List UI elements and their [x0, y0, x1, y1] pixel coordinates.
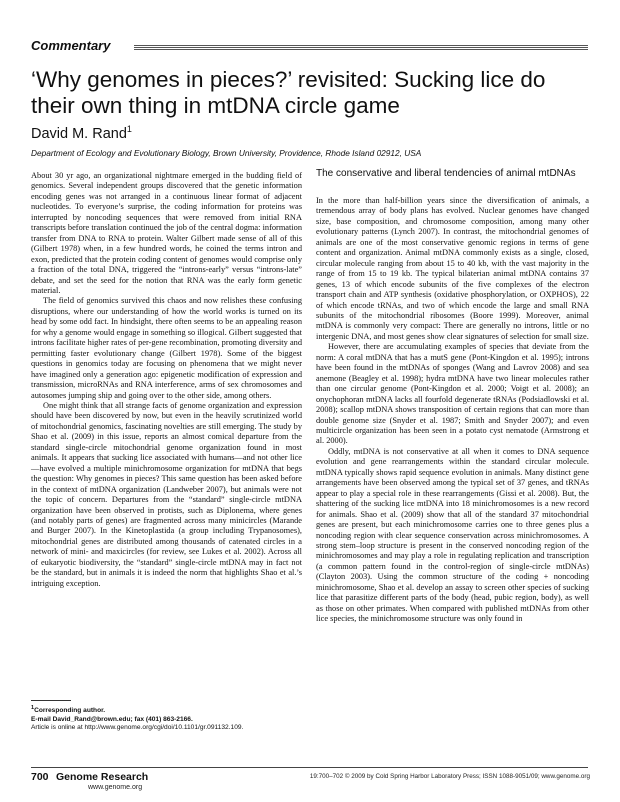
author-affiliation: Department of Ecology and Evolutionary Biology, Brown University, Providence, Rhode Island 02912, USA: [31, 148, 422, 158]
section-label: Commentary: [31, 38, 111, 53]
footnote-rule: [31, 700, 71, 701]
right-column: [316, 196, 589, 625]
author-footnote-mark: 1: [126, 124, 132, 134]
paragraph: Oddly, mtDNA is not conservative at all when it comes to DNA sequence evolution and gene rearrangements within the standard circular molecule. mtDNA typically shows rapid sequence evolution in animals. Many distinct gene arrangements have been observed among the typical set of 37 genes, and tRNAs appear to play a special role in these rearrangements (Gissi et al. 2008). But, the shattering of the sucking lice mtDNA into 18 minichromosomes is a new record for animals. Shao et al. (2009) show that all of the standard 37 mitochondrial genes are present, but each minichromosome carries one to three genes plus a noncoding region with clear sequence conservation across minichromosomes. A strong stem–loop structure is present in the conserved noncoding region of the minichromosomes and may play a role in regulating replication and transcription (a common pattern found in the control-region of single-circle mtDNAs) (Clayton 2003). Using the common structure of the coding + noncoding minichromosome, Shao et al. develop an assay to screen other species of sucking lice that parasitize different parts of the body (head, pubic region, body), as well as those on other primates. When compared with published mtDNAs from other lice species, the minichromosome structure was only found in: [316, 446, 589, 624]
section-heading: The conservative and liberal tendencies of animal mtDNAs: [316, 168, 576, 179]
corresponding-mark: 1: [31, 705, 35, 711]
page-number: 700: [31, 771, 49, 783]
corresponding-label: Corresponding author.: [34, 707, 106, 715]
journal-website: www.genome.org: [88, 784, 143, 791]
copyright-line: 19:700–702 © 2009 by Cold Spring Harbor Laboratory Press; ISSN 1088-9051/09; www.genome.org: [309, 773, 590, 780]
journal-name: Genome Research: [56, 771, 149, 783]
paragraph: About 30 yr ago, an organizational nightmare emerged in the budding field of genomics. Several independent groups discovered that the genetic information encoding genes was not arranged in a continuous linear format of adjacent nucleotides. To everyone’s surprise, the coding information for proteins was interrupted by noncoding sequences that were removed from initial RNA transcripts before translation continued the job of the central dogma: information transfer from DNA to RNA to protein. Walter Gilbert made sense of all of this (Gilbert 1978) when, in a few hundred words, he coined the terms intron and exon, predicted that the protein coding content of genomes would comprise only a fraction of the total DNA, triggered the “introns-early” versus “introns-late” debate, and set the seed for the notion that RNA was the early form genetic material.: [31, 171, 302, 295]
author-name: David M. Rand: [31, 125, 127, 142]
article-title: ‘Why genomes in pieces?’ revisited: Sucking lice do their own thing in mtDNA circle game: [31, 67, 546, 118]
paragraph: One might think that all strange facts of genome organization and expression should have been discovered by now, but even in the heavily scrutinized world of mitochondrial genomics, fascinating novelties are still emerging. The study by Shao et al. (2009) in this issue, reports an almost comical departure from the standard single-circle mitochondrial genome organization found in most animals. It appears that sucking lice associated with humans—and not other lice—have evolved a multiple minichromosome organization for mtDNA that begs the question: Why genomes in pieces? This same question has been asked before in the context of mtDNA organization (Landweber 2007), but animals were not the topic of concern. Departures from the “standard” single-circle mtDNA organization have been observed in protists, such as Diplonema, where genes (and notably parts of genes) are fragmented across many minicircles (Marande and Burger 2007). In the Kinetoplastida (a group including Trypanosomes), mitochondrial genes are distributed among thousands of catenated circles in a network of mini- and maxicircles (for review, see Lukes et al. 2002). Across all of eukaryotic biodiversity, the “standard” single-circle mtDNA may in fact not be the standard, but in animals it is indeed the norm that highlights Shao et al.’s intriguing exception.: [31, 400, 302, 588]
paragraph: However, there are accumulating examples of species that deviate from the norm: A coral mtDNA that has a mutS gene (Pont-Kingdon et al. 1995); introns have been found in the mtDNAs of sponges (Wang and Lavrov 2008) and sea anemone (Beagley et al. 1998); hydra mtDNA have two linear molecules rather than one circular genome (Pont-Kingdon et al. 2000; Voigt et al. 2008); an onychophoran mtDNA lacks all fourfold degenerate tRNAs (Podsiadlowski et al. 2008); scallop mtDNA shows transposition of certain regions that can more than double genome size (Snyder et al. 1987; Smith and Snyder 2007); and even multicircle organization has been seen in a potato cyst nematode (Armstrong et al. 2000).: [316, 342, 589, 446]
corresponding-author: [31, 704, 306, 716]
footnote: [31, 704, 306, 733]
footer-rule: [31, 767, 588, 768]
left-column: [31, 171, 302, 589]
contact-info: E-mail David_Rand@brown.edu; fax (401) 863-2166.: [31, 715, 193, 723]
author: [31, 124, 132, 142]
article-doi-line: Article is online at http://www.genome.org/cgi/doi/10.1101/gr.091132.109.: [31, 724, 244, 732]
paragraph: In the more than half-billion years since the diversification of animals, a tremendous array of body plans has evolved. Nuclear genomes have changed size, base composition, and chromosome composition, among many other evolutionary patterns (Lynch 2007). In contrast, the mitochondrial genomes of animals are one of the most conservative genomic regions in terms of gene content and organization. Animal mtDNA commonly exists as a single, closed, circular molecule ranging from about 15 to 40 kb, with the vast majority in the range of from 15 to 19 kb. The typical bilaterian animal mtDNA contains 37 genes, 13 of which encode subunits of the five complexes of the electron transport chain and ATP synthesis (oxidative phosphorylation, or OXPHOS), 22 of which encode tRNAs, and two of which encode the large and small RNA subunits of the mitochondrial ribosomes (Boore 1999). Moreover, animal mtDNA is commonly very compact: There are generally no introns, little or no intergenic DNA, and most genes show clear signatures of selection for small size.: [316, 196, 589, 341]
paragraph: The field of genomics survived this chaos and now relishes these confusing disruptions, where our understanding of how the world works is turned on its head by some odd fact. In hindsight, there often seems to be an appealing reason for why a genome would engage in something so illogical. Gilbert suggested that introns facilitate higher rates of per-gene recombination, promoting diversity and permitting faster evolutionary change (Gilbert 1978). Some of the biggest questions in genomics today are focusing on phenomena that we might never have imagined only a generation ago: epigenetic modification of expression and transmission, microRNAs and RNA interference, arms of sex chromosomes and autosomes jumping ship and going over to the other side, among others.: [31, 296, 302, 400]
section-rule: [134, 45, 588, 50]
